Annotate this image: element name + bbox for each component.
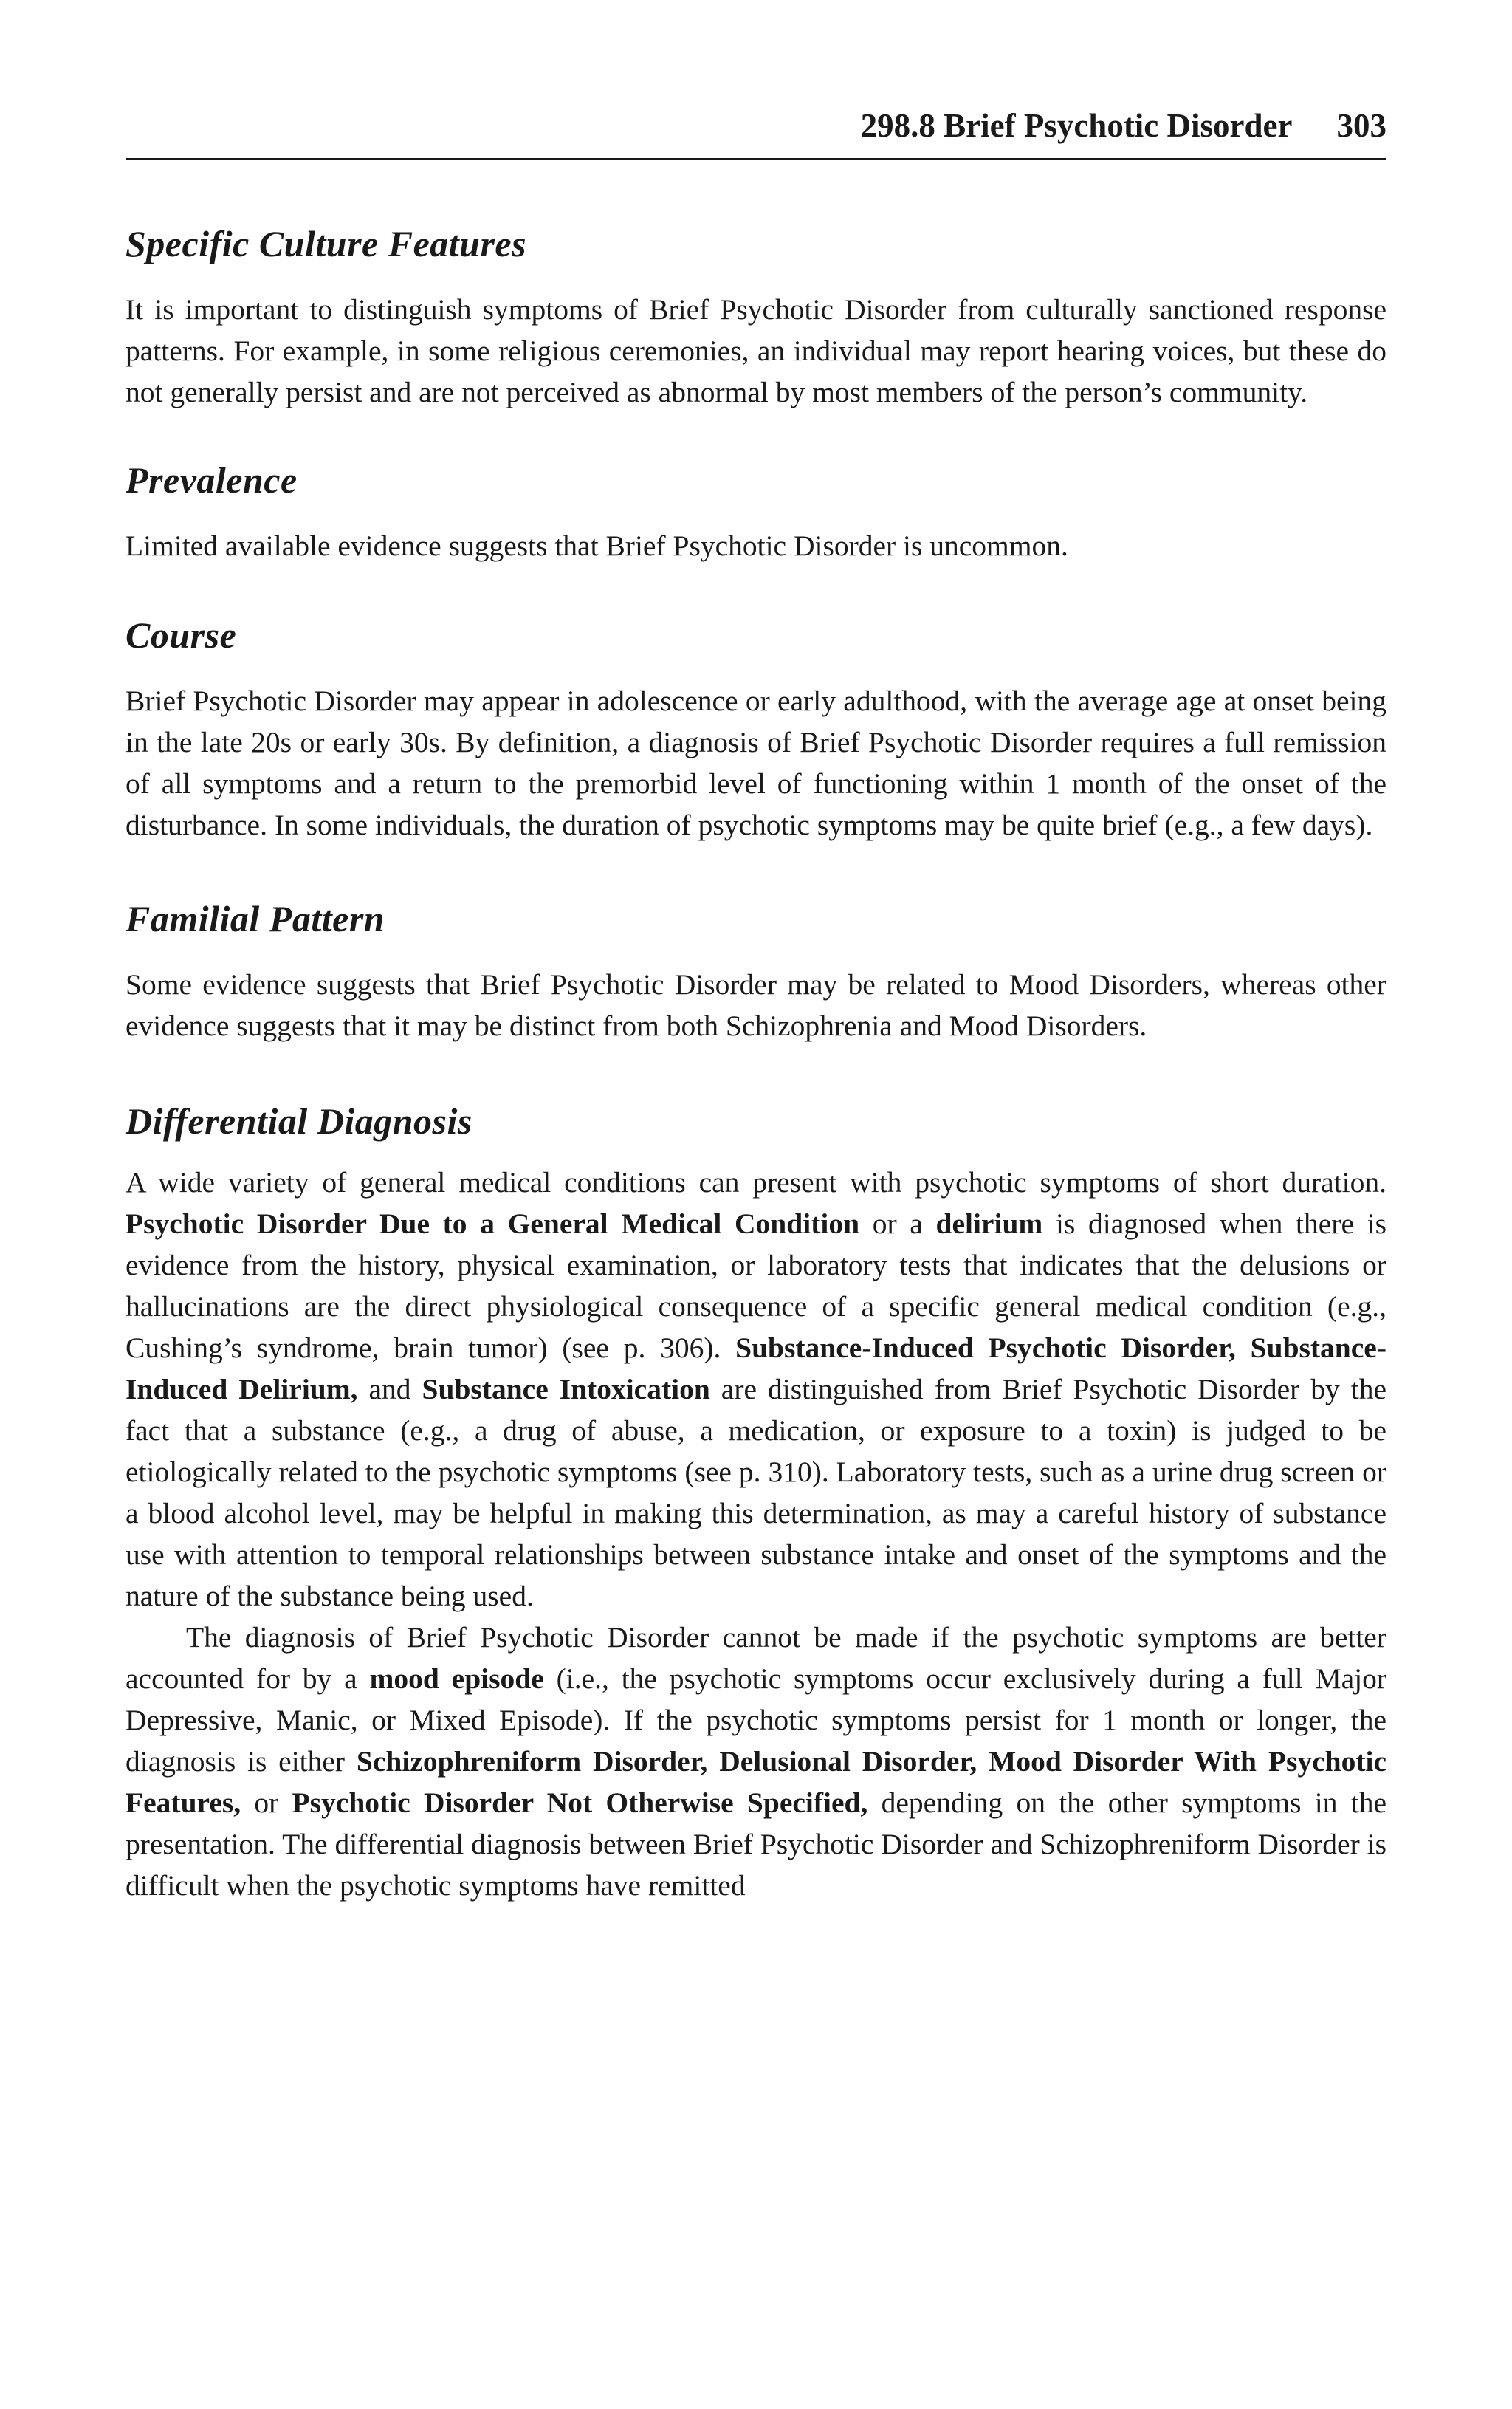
- text-run: The diagnosis of Brief Psychotic Disorder cannot be made if the psychotic symptoms are better accounted for by a: [126, 1621, 1386, 1695]
- text-run: (i.e., the psychotic symptoms occur exclusively during a full Major Depressive, Manic, or Mixed Episode). If the psychotic symptoms persist for 1 month or longer, the diagnosis is either: [126, 1662, 1386, 1778]
- running-header-title: 298.8 Brief Psychotic Disorder: [860, 107, 1293, 144]
- paragraph: [126, 1617, 1386, 1906]
- section-heading: Course: [126, 614, 237, 656]
- page-number: 303: [1336, 107, 1386, 144]
- section-heading: Differential Diagnosis: [126, 1100, 472, 1142]
- text-run: is diagnosed when there is evidence from the history, physical examination, or laboratory tests that indicates that the delusions or hallucinations are the direct physiological consequence of a specific general medical condition (e.g., Cushing’s syndrome, brain tumor) (see p. 306).: [126, 1207, 1386, 1364]
- running-header: [126, 103, 1386, 160]
- paragraph: It is important to distinguish symptoms of Brief Psychotic Disorder from culturally sanctioned response patterns. For example, in some religious ceremonies, an individual may report hearing voices, but these do not generally persist and are not perceived as abnormal by most members of the person’s community.: [126, 293, 1386, 408]
- bold-term: Psychotic Disorder Not Otherwise Specified,: [292, 1786, 868, 1819]
- paragraph: Limited available evidence suggests that Brief Psychotic Disorder is uncommon.: [126, 530, 1068, 562]
- section-specific-culture-features: [126, 221, 1386, 413]
- section-familial-pattern: [126, 896, 1386, 1046]
- book-page: [126, 103, 1386, 1906]
- text-run: or a: [859, 1207, 936, 1240]
- section-differential-diagnosis: [126, 1098, 1386, 1906]
- bold-term: Substance-Induced Psychotic Disorder, Substance-Induced Delirium,: [126, 1332, 1386, 1405]
- section-heading: Familial Pattern: [126, 898, 385, 939]
- section-prevalence: [126, 457, 1386, 566]
- section-heading: Prevalence: [126, 459, 298, 501]
- text-run: are distinguished from Brief Psychotic Disorder by the fact that a substance (e.g., a drug of abuse, a medication, or exposure to a toxin) is judged to be etiologically related to the psychotic symptoms (see p. 310). Laboratory tests, such as a urine drug screen or a blood alcohol level, may be helpful in making this determination, as may a careful history of substance use with attention to temporal relationships between substance intake and onset of the symptoms and the nature of the substance being used.: [126, 1373, 1386, 1612]
- section-course: [126, 612, 1386, 846]
- bold-term: delirium: [935, 1207, 1043, 1240]
- bold-term: Substance Intoxication: [422, 1373, 710, 1405]
- text-run: or: [241, 1786, 292, 1819]
- text-run: and: [357, 1373, 422, 1405]
- paragraph: Brief Psychotic Disorder may appear in adolescence or early adulthood, with the average age at onset being in the late 20s or early 30s. By definition, a diagnosis of Brief Psychotic Disorder requires a full remission of all symptoms and a return to the premorbid level of functioning within 1 month of the onset of the disturbance. In some individuals, the duration of psychotic symptoms may be quite brief (e.g., a few days).: [126, 685, 1386, 841]
- section-heading: Specific Culture Features: [126, 223, 527, 264]
- text-run: depending on the other symptoms in the presentation. The differential diagnosis between Brief Psychotic Disorder and Schizophreniform Disorder is difficult when the psychotic symptoms have remitted: [126, 1786, 1387, 1902]
- bold-term: Psychotic Disorder Due to a General Medical Condition: [126, 1207, 860, 1240]
- paragraph: [126, 1162, 1386, 1617]
- bold-term: Schizophreniform Disorder, Delusional Disorder, Mood Disorder With Psychotic Features,: [126, 1745, 1386, 1819]
- bold-term: mood episode: [369, 1662, 544, 1695]
- paragraph: Some evidence suggests that Brief Psychotic Disorder may be related to Mood Disorders, whereas other evidence suggests that it may be distinct from both Schizophrenia and Mood Disorders.: [126, 968, 1386, 1042]
- text-run: A wide variety of general medical conditions can present with psychotic symptoms of short duration.: [126, 1166, 1386, 1199]
